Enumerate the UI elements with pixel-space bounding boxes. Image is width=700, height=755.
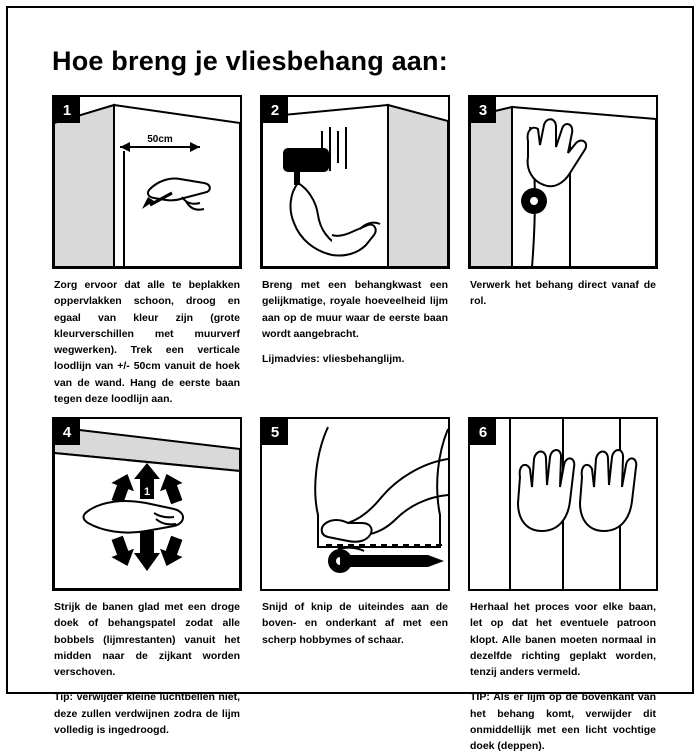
step-4-illustration (52, 417, 242, 591)
step-4 (52, 411, 242, 754)
two-hands-pattern-match-icon (470, 419, 656, 589)
step-5 (260, 411, 450, 754)
step-2-number: 2 (262, 97, 288, 123)
step-2-caption: Breng met een behangkwast een gelijkmatige, royale hoeveelheid lijm aan op de muur waar de eerste baan wordt aangebracht. Lijmadvies: vliesbehanglijm. (262, 279, 448, 366)
step-6-illustration (468, 417, 658, 591)
step-5-number: 5 (262, 419, 288, 445)
cutting-wallpaper-edges-icon (262, 419, 448, 589)
step-3 (468, 95, 658, 407)
step-1-number: 1 (54, 97, 80, 123)
svg-text:1: 1 (143, 486, 151, 499)
step-6 (468, 411, 658, 754)
step-3-illustration (468, 95, 658, 269)
steps-grid (52, 95, 656, 755)
hand-applying-wallpaper-roll-icon (470, 97, 656, 267)
step-6-number: 6 (470, 419, 496, 445)
step-1-measure-label: 50cm (147, 134, 173, 145)
step-2 (260, 95, 450, 407)
page-title: Hoe breng je vliesbehang aan: (52, 46, 448, 76)
step-2-illustration (260, 95, 450, 269)
step-1 (52, 95, 242, 407)
smoothing-cloth-arrows-icon (54, 419, 240, 589)
step-6-caption: Herhaal het proces voor elke baan, let op dat het eventuele patroon klopt. Alle banen moeten normaal in dezelfde richting geplakt worden, tenzij anders vermeld. TIP: Als er lijm op de bovenkant van het behang komt, verwijder dit onmiddellijk met een licht vochtige doek (deppen). (470, 601, 656, 753)
step-1-caption: Zorg ervoor dat alle te beplakken oppervlakken schoon, droog en egaal van kleur zijn (grote kleurverschillen met muurverf wegwerken). Trek een verticale loodlijn van +/- 50cm vanuit de hoek van de wand. Hang de eerste baan tegen deze loodlijn aan. (54, 279, 240, 405)
step-3-number: 3 (470, 97, 496, 123)
step-4-caption: Strijk de banen glad met een droge doek of behangspatel zodat alle bobbels (lijmrestanten) vanuit het midden naar de zijkant worden verschoven. Tip: verwijder kleine luchtbellen niet, deze zullen verdwijnen zodra de lijm volledig is ingedroogd. (54, 601, 240, 736)
step-5-caption: Snijd of knip de uiteindes aan de boven- en onderkant af met een scherp hobbymes of schaar. (262, 601, 448, 646)
paint-roller-glue-wall-icon (262, 97, 448, 267)
plumb-line-wall-marking-icon (54, 97, 240, 267)
step-4-number: 4 (54, 419, 80, 445)
step-1-illustration (52, 95, 242, 269)
step-3-caption: Verwerk het behang direct vanaf de rol. (470, 279, 656, 308)
step-5-illustration (260, 417, 450, 591)
